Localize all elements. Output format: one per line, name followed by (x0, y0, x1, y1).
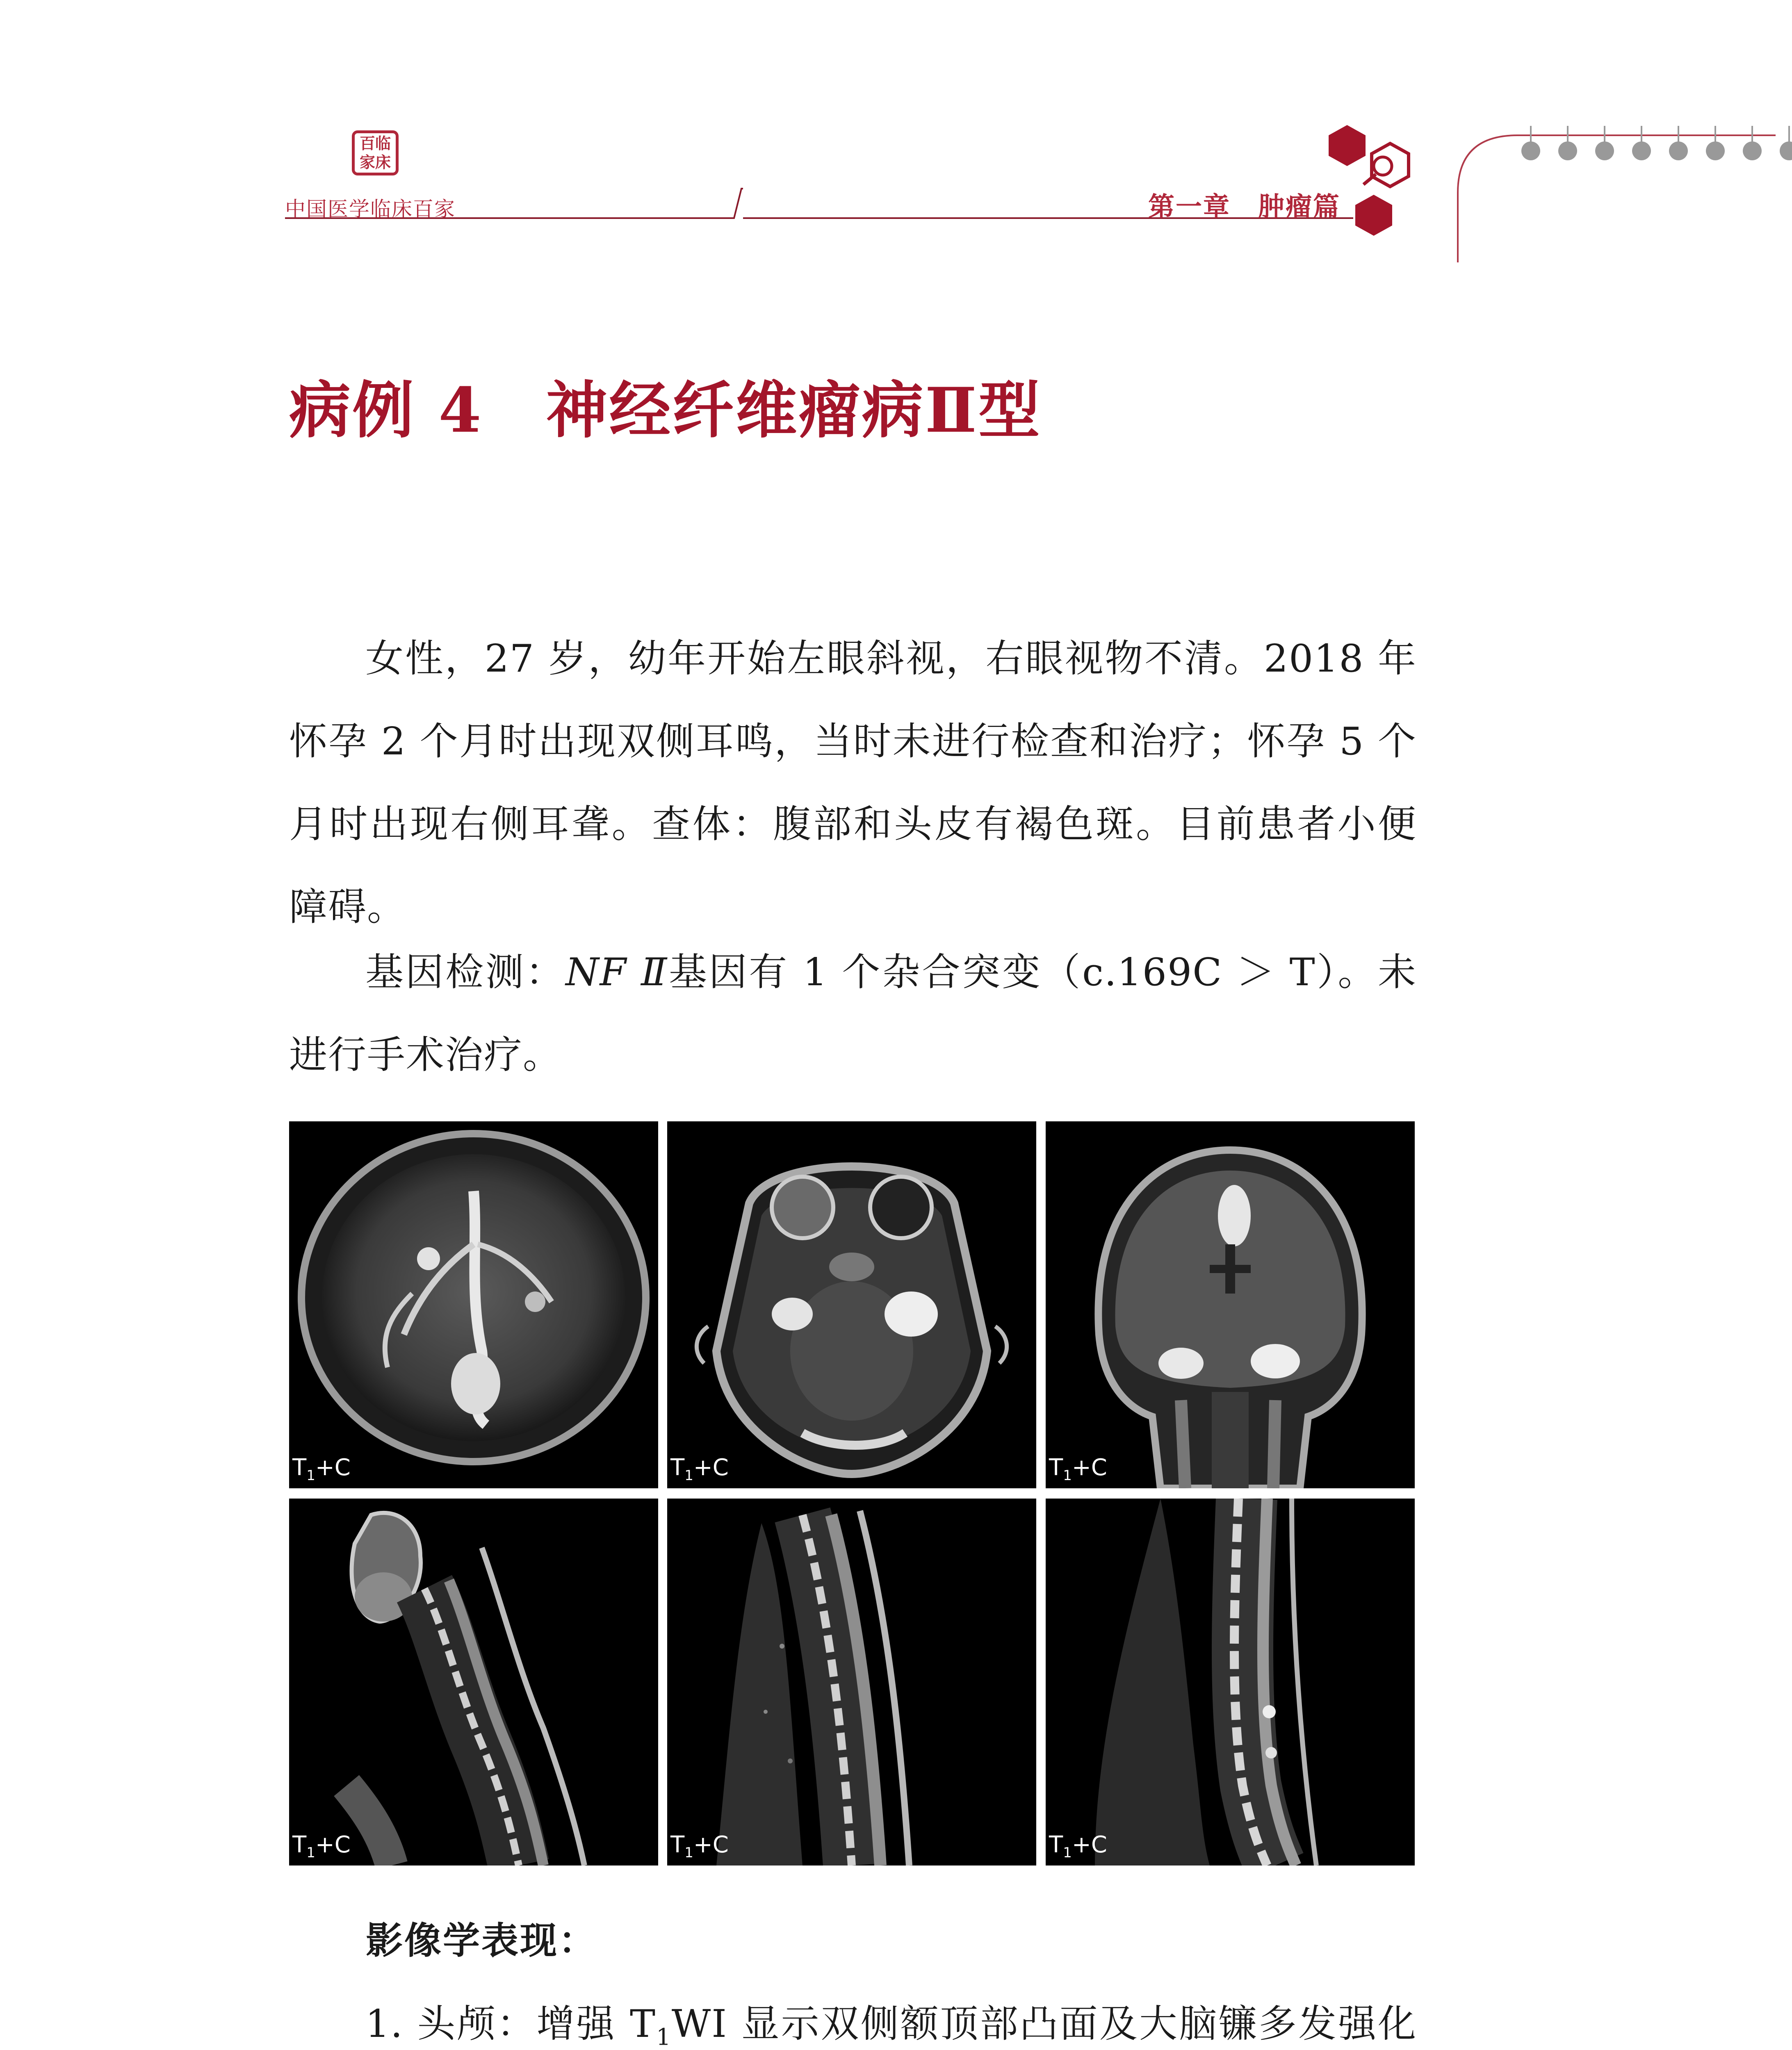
mri-panel-sagittal-thoracic (667, 1499, 1036, 1866)
imaging-item-head: 1. 头颅：增强 $T_1WI$ 显示双侧额顶部凸面及大脑镰多发强化 (365, 2002, 1417, 2050)
binder-dot-icon (1706, 141, 1725, 160)
mri-panel-axial-iac (667, 1121, 1036, 1488)
binder-dot-icon (1780, 141, 1792, 160)
chapter-heading: 第一章 肿瘤篇 (1148, 192, 1341, 222)
sequence-label: $T_1+C$ (292, 1454, 351, 1484)
mri-axial-vertex-image (289, 1121, 658, 1488)
gene-test-label: 基因检测： (365, 950, 566, 994)
sequence-label: $T_1+C$ (1049, 1831, 1107, 1861)
binder-dot-icon (1632, 141, 1651, 160)
hexagon-icon (1329, 125, 1366, 166)
mri-sagittal-thoracic-image (667, 1499, 1036, 1866)
mri-panel-sagittal-lumbar (1046, 1499, 1415, 1866)
header-rules (0, 0, 1792, 262)
mri-coronal-image (1046, 1121, 1415, 1488)
mri-panel-axial-vertex (289, 1121, 658, 1488)
mri-sagittal-lumbar-image (1046, 1499, 1415, 1866)
binder-dot-icon (1669, 141, 1688, 160)
sequence-label: $T_1+C$ (1049, 1454, 1107, 1484)
gene-test-paragraph (289, 931, 1417, 1096)
hexagon-icon (1355, 195, 1392, 236)
gene-name: NF Ⅱ (565, 950, 669, 994)
case-history-paragraph: 女性，27 岁，幼年开始左眼斜视，右眼视物不清。2018 年怀孕 2 个月时出现双侧耳鸣，当时未进行检查和治疗；怀孕 5 个月时出现右侧耳聋。查体：腹部和头皮有褐色斑。目前患者小便障碍。 (289, 636, 1417, 929)
logo-seal: 百临家床 (352, 130, 399, 175)
sequence-label: $T_1+C$ (670, 1831, 729, 1861)
imaging-heading: 影像学表现： (366, 1919, 597, 1962)
case-title: 病例 4 神经纤维瘤病Ⅱ型 (289, 374, 1042, 446)
binder-dot-icon (1521, 141, 1540, 160)
mri-axial-iac-image (667, 1121, 1036, 1488)
sequence-label: $T_1+C$ (292, 1831, 351, 1861)
binder-dots (1521, 141, 1792, 160)
page-header (0, 0, 1792, 262)
gene-test-result: 基因有 1 个杂合突变（c.169C ＞ T）。未进行手术治疗。 (289, 950, 1417, 1077)
binder-dot-icon (1558, 141, 1577, 160)
sequence-label: $T_1+C$ (670, 1454, 729, 1484)
mri-panel-coronal (1046, 1121, 1415, 1488)
mri-sagittal-cervical-image (289, 1499, 658, 1866)
mri-panel-sagittal-cervical (289, 1499, 658, 1866)
binder-dot-icon (1743, 141, 1762, 160)
book-series-caption: 中国医学临床百家 (285, 197, 456, 221)
binder-dot-icon (1595, 141, 1614, 160)
